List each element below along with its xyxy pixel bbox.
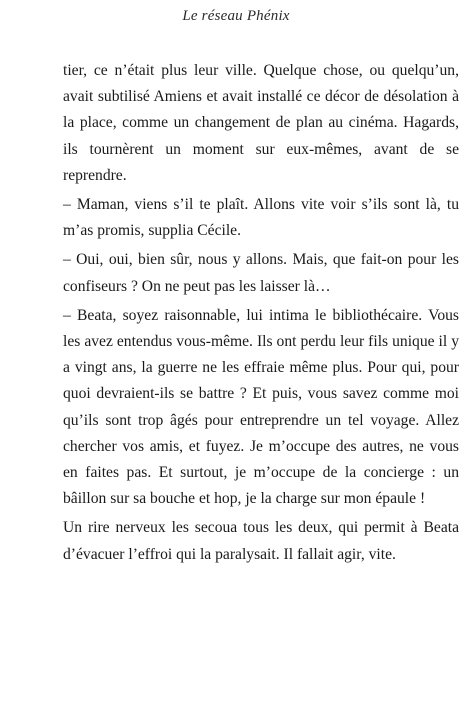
paragraph: – Oui, oui, bien sûr, nous y allons. Mais, que fait-on pour les confiseurs ? On ne peut pas les laisser là…: [63, 251, 459, 295]
paragraph: tier, ce n’était plus leur ville. Quelque chose, ou quelqu’un, avait subtilisé Amiens et avait installé ce décor de désolation à la place, comme un changement de plan au cinéma. Hagards, ils tournèrent un moment sur eux-mêmes, avant de se reprendre.: [63, 62, 459, 184]
paragraph: – Maman, viens s’il te plaît. Allons vite voir s’ils sont là, tu m’as promis, supplia Cécile.: [63, 196, 459, 240]
paragraph: – Beata, soyez raisonnable, lui intima le bibliothécaire. Vous les avez entendus vous-même. Ils ont perdu leur fils unique il y a vingt ans, la guerre ne les effraie même plus. Pour qui, pour quoi devraient-ils se battre ? Et puis, vous savez comme moi qu’ils sont trop âgés pour entreprendre un tel voyage. Allez chercher vos amis, et fuyez. Je m’occupe des autres, ne vous en faites pas. Et surtout, je m’occupe de la concierge : un bâillon sur sa bouche et hop, je la charge sur mon épaule !: [63, 306, 459, 508]
running-header: Le réseau Phénix: [182, 8, 290, 24]
body-text: [63, 58, 459, 571]
paragraph: Un rire nerveux les secoua tous les deux, qui permit à Beata d’évacuer l’effroi qui la paralysait. Il fallait agir, vite.: [63, 519, 459, 563]
